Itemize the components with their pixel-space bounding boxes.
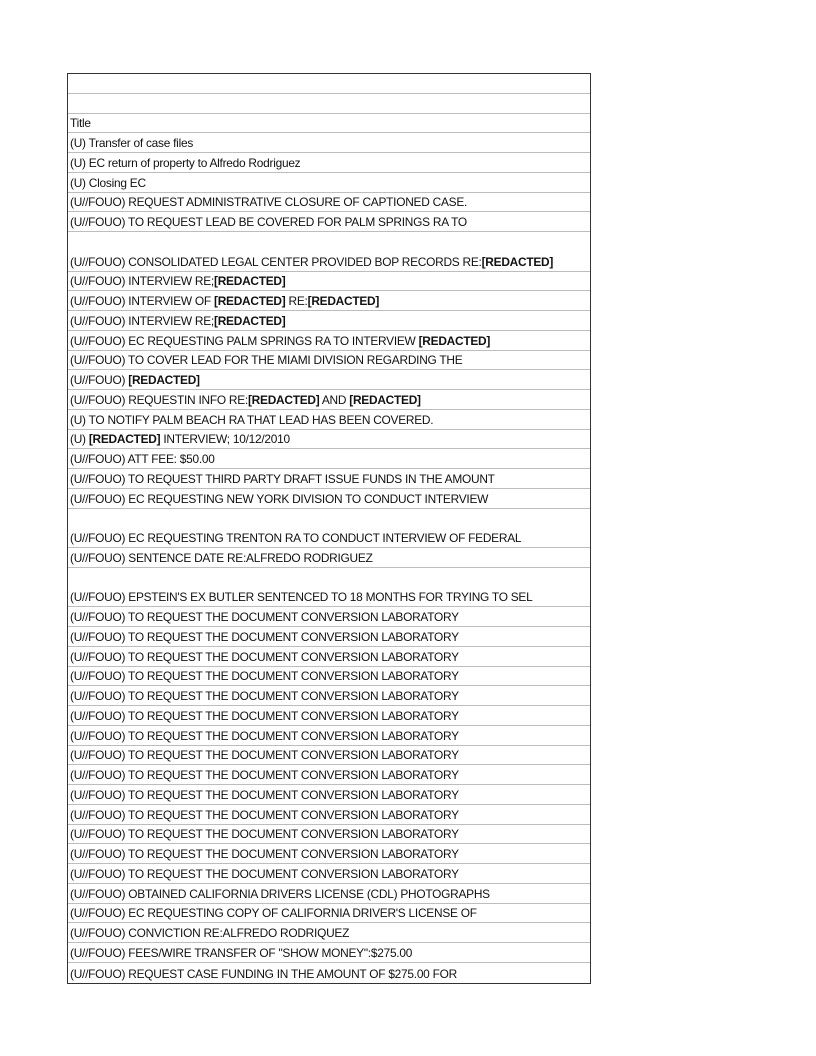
cell-text: (U) EC return of property to Alfredo Rodriguez [70,155,301,170]
cell-text: (U//FOUO) TO REQUEST THE DOCUMENT CONVERSION LABORATORY [70,827,459,842]
table-row [68,568,590,608]
redacted-marker: [REDACTED] [349,392,421,407]
table-row [68,706,590,726]
table-row [68,133,590,153]
table-row [68,548,590,568]
table-row [68,311,590,331]
redacted-marker: [REDACTED] [418,333,491,348]
table-row [68,686,590,706]
cell-text: (U//FOUO) TO REQUEST THE DOCUMENT CONVERSION LABORATORY [70,847,459,862]
cell-text: (U//FOUO) TO REQUEST THE DOCUMENT CONVERSION LABORATORY [70,708,459,723]
cell-text: Title [70,116,91,131]
redacted-marker: [REDACTED] [128,373,200,388]
cell-text: (U//FOUO) TO REQUEST THIRD PARTY DRAFT ISSUE FUNDS IN THE AMOUNT [70,471,495,486]
table-row [68,627,590,647]
table-row [68,94,590,114]
table-row [68,785,590,805]
table-row [68,765,590,785]
cell-text: (U//FOUO) REQUESTIN INFO RE:[REDACTED] AND [REDACTED] [70,392,421,407]
table-row [68,390,590,410]
table-row [68,430,590,450]
cell-text: (U) Transfer of case files [70,136,194,150]
table-row [68,193,590,213]
table-row [68,212,590,232]
cell-text: (U//FOUO) CONSOLIDATED LEGAL CENTER PROVIDED BOP RECORDS RE:[REDACTED] [70,254,554,269]
cell-text: (U//FOUO) [REDACTED] [70,373,200,388]
table-row [68,943,590,963]
cell-text: (U//FOUO) SENTENCE DATE RE:ALFREDO RODRIGUEZ [70,550,373,565]
table-row [68,884,590,904]
cell-text: (U//FOUO) TO REQUEST THE DOCUMENT CONVERSION LABORATORY [70,649,459,664]
cell-text: (U//FOUO) TO REQUEST THE DOCUMENT CONVERSION LABORATORY [70,748,459,763]
redacted-marker: [REDACTED] [214,313,286,328]
redacted-marker: [REDACTED] [247,392,320,407]
cell-text: (U//FOUO) TO REQUEST THE DOCUMENT CONVERSION LABORATORY [70,787,459,802]
table-row [68,746,590,766]
redacted-marker: [REDACTED] [214,274,286,289]
table-row [68,805,590,825]
cell-text: (U//FOUO) TO REQUEST THE DOCUMENT CONVERSION LABORATORY [70,728,459,743]
table-row [68,667,590,687]
cell-text: (U//FOUO) ATT FEE: $50.00 [70,452,215,467]
table-row [68,370,590,390]
table-row [68,153,590,173]
cell-text: (U//FOUO) TO REQUEST THE DOCUMENT CONVERSION LABORATORY [70,866,459,881]
cell-text: (U//FOUO) REQUEST ADMINISTRATIVE CLOSURE OF CAPTIONED CASE. [70,195,468,210]
table-row [68,449,590,469]
cell-text: (U//FOUO) FEES/WIRE TRANSFER OF "SHOW MONEY":$275.00 [70,945,413,960]
table-row [68,469,590,489]
cell-text: (U//FOUO) TO REQUEST THE DOCUMENT CONVERSION LABORATORY [70,768,459,783]
table-row [68,173,590,193]
cell-text: (U) [REDACTED] INTERVIEW; 10/12/2010 [70,432,290,447]
redacted-marker: [REDACTED] [307,294,380,309]
table-row [68,864,590,884]
cell-text: (U//FOUO) REQUEST CASE FUNDING IN THE AMOUNT OF $275.00 FOR [70,966,457,981]
cell-text: (U) TO NOTIFY PALM BEACH RA THAT LEAD HAS BEEN COVERED. [70,412,434,427]
table-row [68,844,590,864]
cell-text: (U//FOUO) TO REQUEST THE DOCUMENT CONVERSION LABORATORY [70,669,459,684]
cell-text: (U//FOUO) TO REQUEST LEAD BE COVERED FOR PALM SPRINGS RA TO [70,215,467,229]
column-header-title [68,114,590,134]
table-row [68,647,590,667]
cell-text: (U//FOUO) TO REQUEST THE DOCUMENT CONVERSION LABORATORY [70,807,459,822]
cell-text: (U//FOUO) INTERVIEW RE;[REDACTED] [70,313,286,328]
cell-text: (U//FOUO) INTERVIEW RE;[REDACTED] [70,274,286,289]
redacted-marker: [REDACTED] [213,294,286,309]
table-row [68,726,590,746]
redacted-marker: [REDACTED] [481,254,554,269]
table-row [68,509,590,549]
table-row [68,489,590,509]
cell-text: (U//FOUO) EC REQUESTING TRENTON RA TO CONDUCT INTERVIEW OF FEDERAL [70,531,522,546]
table-row [68,331,590,351]
table-row [68,904,590,924]
cell-text: (U//FOUO) CONVICTION RE:ALFREDO RODRIQUEZ [70,926,350,941]
table-row [68,410,590,430]
cell-text: (U//FOUO) INTERVIEW OF [REDACTED] RE:[REDACTED] [70,294,380,309]
cell-text: (U//FOUO) TO COVER LEAD FOR THE MIAMI DIVISION REGARDING THE [70,353,463,368]
cell-text: (U) Closing EC [70,175,146,190]
cell-text: (U//FOUO) OBTAINED CALIFORNIA DRIVERS LICENSE (CDL) PHOTOGRAPHS [70,886,490,901]
redacted-marker: [REDACTED] [88,432,161,447]
table-row [68,272,590,292]
table-row [68,291,590,311]
cell-text: (U//FOUO) EC REQUESTING COPY OF CALIFORNIA DRIVER'S LICENSE OF [70,906,477,921]
cell-text: (U//FOUO) EC REQUESTING PALM SPRINGS RA TO INTERVIEW [REDACTED] [70,333,491,348]
table-row [68,232,590,272]
title-table [67,73,591,984]
cell-text: (U//FOUO) TO REQUEST THE DOCUMENT CONVERSION LABORATORY [70,610,459,625]
table-row [68,74,590,94]
cell-text: (U//FOUO) EPSTEIN'S EX BUTLER SENTENCED TO 18 MONTHS FOR TRYING TO SEL [70,590,533,605]
table-row [68,963,590,983]
table-row [68,923,590,943]
cell-text: (U//FOUO) TO REQUEST THE DOCUMENT CONVERSION LABORATORY [70,689,459,704]
table-row [68,351,590,371]
table-row [68,825,590,845]
table-row [68,607,590,627]
cell-text: (U//FOUO) TO REQUEST THE DOCUMENT CONVERSION LABORATORY [70,629,459,644]
cell-text: (U//FOUO) EC REQUESTING NEW YORK DIVISION TO CONDUCT INTERVIEW [70,491,489,506]
